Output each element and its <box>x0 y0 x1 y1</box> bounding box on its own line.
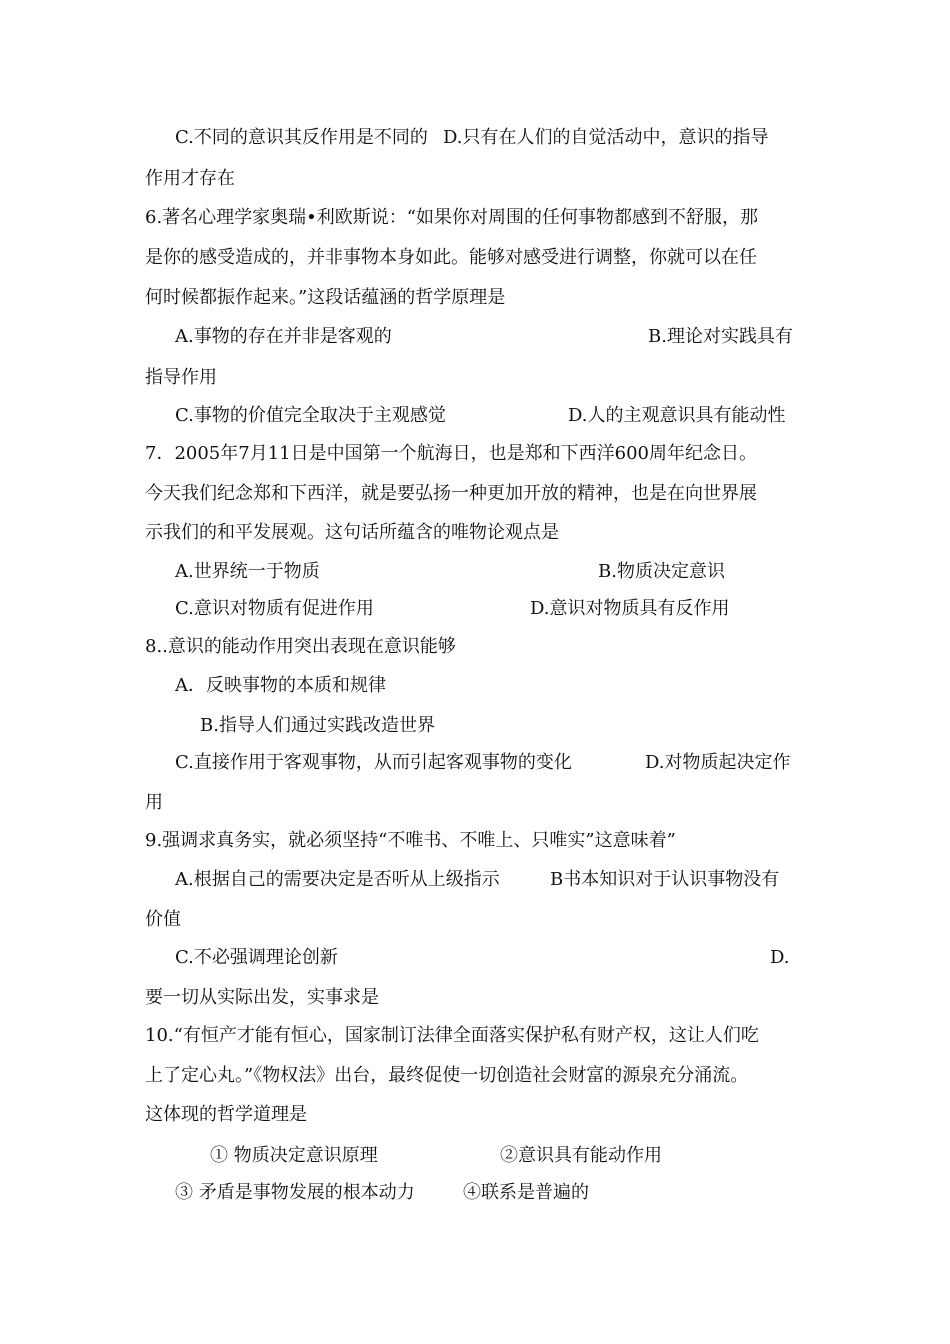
q6-stem-line3: 何时候都振作起来。”这段话蕴涵的哲学原理是 <box>145 287 506 308</box>
q8-option-c: C.直接作用于客观事物，从而引起客观事物的变化 <box>175 752 572 773</box>
q10-stem-line3: 这体现的哲学道理是 <box>145 1104 307 1125</box>
q6-stem-line1: 6.著名心理学家奥瑞•利欧斯说：“如果你对周围的任何事物都感到不舒服，那 <box>145 207 758 228</box>
q8-option-d-cont: 用 <box>145 792 163 813</box>
q8-option-d: D.对物质起决定作 <box>645 752 791 773</box>
q7-stem-line1: 7．2005年7月11日是中国第一个航海日，也是郑和下西洋600周年纪念日。 <box>145 443 757 464</box>
q7-option-c: C.意识对物质有促进作用 <box>175 598 374 619</box>
q10-stem-line1: 10.“有恒产才能有恒心，国家制订法律全面落实保护私有财产权，这让人们吃 <box>145 1025 759 1046</box>
q8-option-b: B.指导人们通过实践改造世界 <box>200 715 435 736</box>
q9-option-c: C.不必强调理论创新 <box>175 947 338 968</box>
q10-stem-line2: 上了定心丸。”《物权法》出台，最终促使一切创造社会财富的源泉充分涌流。 <box>145 1065 749 1086</box>
q6-option-d: D.人的主观意识具有能动性 <box>568 405 786 426</box>
q6-option-b: B.理论对实践具有 <box>648 326 793 347</box>
q6-option-c: C.事物的价值完全取决于主观感觉 <box>175 405 446 426</box>
q9-option-a: A.根据自己的需要决定是否听从上级指示 <box>175 869 500 890</box>
q9-option-b: B书本知识对于认识事物没有 <box>550 869 780 890</box>
q6-option-b-cont: 指导作用 <box>145 367 217 388</box>
q7-stem-line2: 今天我们纪念郑和下西洋，就是要弘扬一种更加开放的精神，也是在向世界展 <box>145 483 757 504</box>
q9-option-b-cont: 价值 <box>145 909 181 930</box>
q6-stem-line2: 是你的感受造成的，并非事物本身如此。能够对感受进行调整，你就可以在任 <box>145 247 757 268</box>
q8-stem: 8..意识的能动作用突出表现在意识能够 <box>145 636 456 657</box>
q9-stem: 9.强调求真务实，就必须坚持“不唯书、不唯上、只唯实”这意味着” <box>145 830 676 851</box>
q10-choice-2: ②意识具有能动作用 <box>500 1145 662 1166</box>
q10-choice-1: ① 物质决定意识原理 <box>210 1145 378 1166</box>
q7-stem-line3: 示我们的和平发展观。这句话所蕴含的唯物论观点是 <box>145 522 559 543</box>
q7-option-d: D.意识对物质具有反作用 <box>530 598 730 619</box>
q6-option-a: A.事物的存在并非是客观的 <box>175 326 392 347</box>
q9-option-d-cont: 要一切从实际出发，实事求是 <box>145 987 379 1008</box>
q8-option-a: A．反映事物的本质和规律 <box>175 675 386 696</box>
q7-option-b: B.物质决定意识 <box>598 561 725 582</box>
q5-option-d-cont: 作用才存在 <box>145 168 235 189</box>
q7-option-a: A.世界统一于物质 <box>175 561 320 582</box>
q5-option-c: C.不同的意识其反作用是不同的 <box>175 127 428 148</box>
q5-option-d: D.只有在人们的自觉活动中，意识的指导 <box>443 127 769 148</box>
q10-choice-4: ④联系是普遍的 <box>463 1182 589 1203</box>
q9-option-d: D. <box>770 947 790 968</box>
q10-choice-3: ③ 矛盾是事物发展的根本动力 <box>175 1182 415 1203</box>
